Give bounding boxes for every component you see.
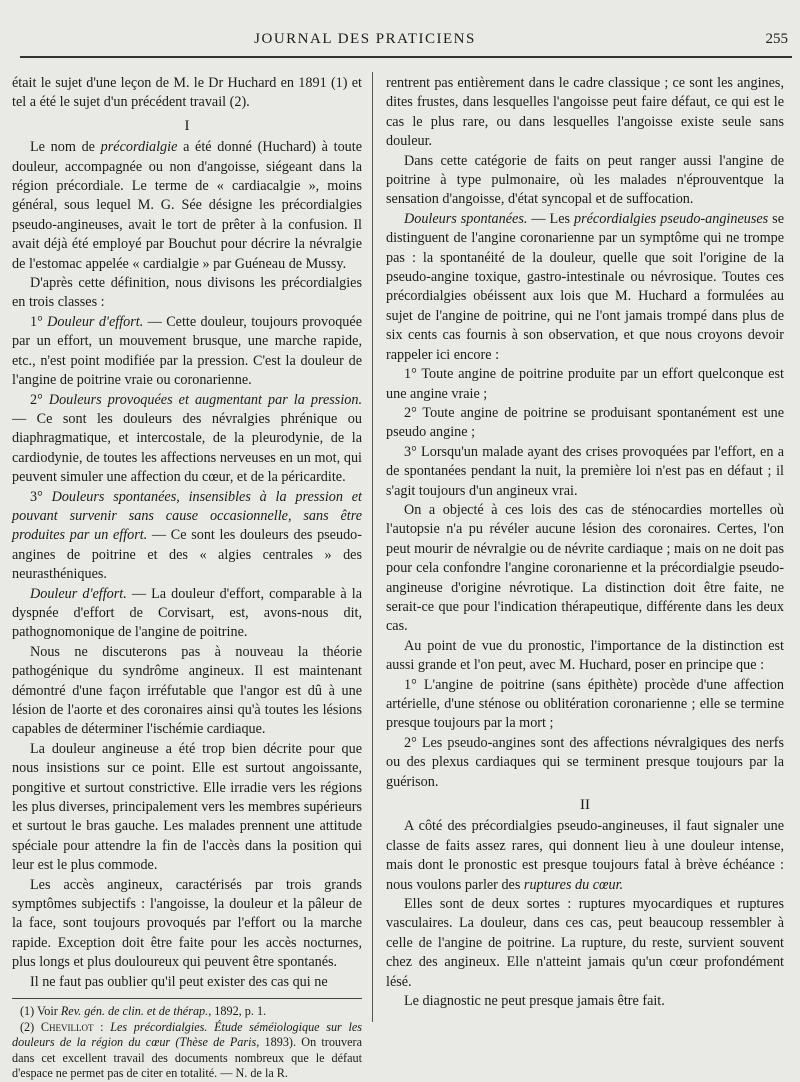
paragraph: On a objecté à ces lois des cas de sténocardies mortelles où l'autopsie n'a pu révéler aucune lésion des coronaires. Certes, l'on peut mourir de névralgie ou de névrite cardiaque ; mais on ne doit pas pour cela confondre l'angine coronarienne et la précordialgie pseudo-angineuse d'origine névrotique. La distinction doit être faite, ne serait-ce que pour l'indication thérapeutique, différente dans les deux cas. <box>386 501 784 635</box>
section-heading: II <box>580 797 590 814</box>
paragraph: Elles sont de deux sortes : ruptures myocardiques et ruptures vasculaires. La douleur, dans ces cas, peut beaucoup ressembler à celle de l'angine de poitrine. La rupture, du reste, survient souvent chez des angineux. Elle n'atteint jamais qu'un cœur profondément lésé. <box>386 896 784 990</box>
paragraph: Douleur d'effort. — La douleur d'effort, comparable à la dyspnée d'effort de Corvisart, est, avons-nous dit, pathognomonique de l'angine de poitrine. <box>12 585 362 641</box>
paragraph: 2° Douleurs provoquées et augmentant par la pression. — Ce sont les douleurs des névralgies phrénique ou diaphragmatique, et intercostale, de la pleurodynie, de la cardiodynie, de toutes les affections nerveuses en un mot, qui peuvent simuler une affection du cœur, et de la péricardite. <box>12 391 362 486</box>
paragraph: Douleurs spontanées. — Les précordialgies pseudo-angineuses se distinguent de l'angine coronarienne par un symptôme qui ne trompe pas : la spontanéité de la douleur, quelle que soit l'origine de la pseudo-angine toxique, gastro-intestinale ou névrosique. Toutes ces précordialgies obéissent aux lois que M. Huchard a formulées au sujet de l'angine de poitrine, qui ne l'ont jamais trompé dans plus de six cents cas fournis à son observation, et que nous croyons devoir rappeler ici encore : <box>386 210 784 363</box>
footnote: (2) Chevillot : Les précordialgies. Étude séméiologique sur les douleurs de la région du cœur (Thèse de Paris, 1893). On trouvera dans cet excellent travail des documents nombreux que le défaut d'espace ne permet pas de citer en totalité. — N. de la R. <box>12 1019 362 1081</box>
paragraph: Nous ne discuterons pas à nouveau la théorie pathogénique du syndrôme angineux. Il est maintenant démontré d'une façon irréfutable que l'angor est dû à une lésion de l'aorte et des coronaires ainsi qu'à toutes les lésions capables de déterminer l'ischémie cardiaque. <box>12 643 362 738</box>
right-column <box>386 74 784 1012</box>
paragraph: Le diagnostic ne peut presque jamais être fait. <box>404 993 665 1010</box>
paragraph: 1° L'angine de poitrine (sans épithète) procède d'une affection artérielle, d'une sténose ou oblitération coronarienne ; elle se termine presque toujours par la mort ; <box>386 676 784 732</box>
paragraph: 3° Douleurs spontanées, insensibles à la pression et pouvant survenir sans cause occasionnelle, sans être produites par un effort. — Ce sont les douleurs des pseudo-angines de poitrine et des « algies centrales » des neurasthéniques. <box>12 488 362 583</box>
paragraph: Les accès angineux, caractérisés par trois grands symptômes subjectifs : l'angoisse, la douleur et la pâleur de la face, sont toujours provoqués par l'effort ou la marche rapide. Exception doit être faite pour les accès nocturnes, plus longs et plus douloureux qui peuvent être spontanés. <box>12 876 362 971</box>
left-column <box>12 74 362 1082</box>
paragraph: Le nom de précordialgie a été donné (Huchard) à toute douleur, accompagnée ou non d'angoisse, siégeant dans la région précordiale. Le terme de « cardiacalgie », moins général, sous lequel M. G. Sée désigne les précordialgies pseudo-angineuses, avait le tort de prêter à la confusion. Il avait déjà été employé par Bouchut pour décrire la névralgie de l'estomac appelée « cardialgie » par Guéneau de Mussy. <box>12 139 363 272</box>
header-rule <box>20 56 792 58</box>
paragraph: La douleur angineuse a été trop bien décrite pour que nous insistions sur ce point. Elle est surtout angoissante, pongitive et surtout constrictive. Elle irradie vers les régions les plus diverses, principalement vers les membres supérieurs et surtout le bras gauche. Les malades prennent une attitude spéciale pour attendre la fin de l'accès dans la position qui leur est le plus commode. <box>12 740 362 874</box>
paragraph: A côté des précordialgies pseudo-angineuses, il faut signaler une classe de faits assez rares, qui donnent lieu à une douleur intense, mais dont le pronostic est presque toujours fatal à brève échéance : nous voulons parler des ruptures du cœur. <box>386 818 784 893</box>
paragraph: Il ne faut pas oublier qu'il peut exister des cas qui ne <box>30 973 328 990</box>
paragraph: était le sujet d'une leçon de M. le Dr Huchard en 1891 (1) et tel a été le sujet d'un précédent travail (2). <box>12 75 362 111</box>
footnote-rule <box>12 998 362 999</box>
running-header <box>0 28 800 52</box>
column-divider <box>372 72 373 1022</box>
section-heading: I <box>184 117 190 134</box>
paragraph: Au point de vue du pronostic, l'importance de la distinction est aussi grande et l'on peut, avec M. Huchard, poser en principe que : <box>386 637 784 674</box>
paragraph: 2° Les pseudo-angines sont des affections névralgiques des nerfs ou des plexus cardiaques qui se terminent presque toujours par la guérison. <box>386 734 784 790</box>
paragraph: 2° Toute angine de poitrine se produisant spontanément est une pseudo angine ; <box>386 404 784 441</box>
page-number: 255 <box>765 31 788 47</box>
paragraph: Dans cette catégorie de faits on peut ranger aussi l'angine de poitrine à type pulmonaire, où les malades n'éprouventque la sensation d'angoisse, d'état syncopal et de suffocation. <box>386 152 784 208</box>
footnote: (1) Voir Rev. gén. de clin. et de thérap., 1892, p. 1. <box>20 1004 267 1019</box>
paragraph: D'après cette définition, nous divisons les précordialgies en trois classes : <box>12 275 362 311</box>
journal-title: JOURNAL DES PRATICIENS <box>254 31 476 47</box>
paragraph: 1° Toute angine de poitrine produite par un effort quelconque est une angine vraie ; <box>386 366 784 402</box>
paragraph: rentrent pas entièrement dans le cadre classique ; ce sont les angines, dites frustes, dans lesquelles l'angoisse peut faire défaut, ce qui est le cas le plus rare, ou dans lesquelles l'angoisse existe seule sans douleur. <box>386 75 784 150</box>
paragraph: 3° Lorsqu'un malade ayant des crises provoquées par l'effort, en a de spontanées pendant la nuit, la première loi n'est pas en défaut ; il s'agit toujours d'un angineux vrai. <box>386 443 784 499</box>
paragraph: 1° Douleur d'effort. — Cette douleur, toujours provoquée par un effort, un mouvement brusque, une marche rapide, etc., n'est point modifiée par la pression. C'est la douleur de l'angine de poitrine vraie ou coronarienne. <box>12 313 362 389</box>
